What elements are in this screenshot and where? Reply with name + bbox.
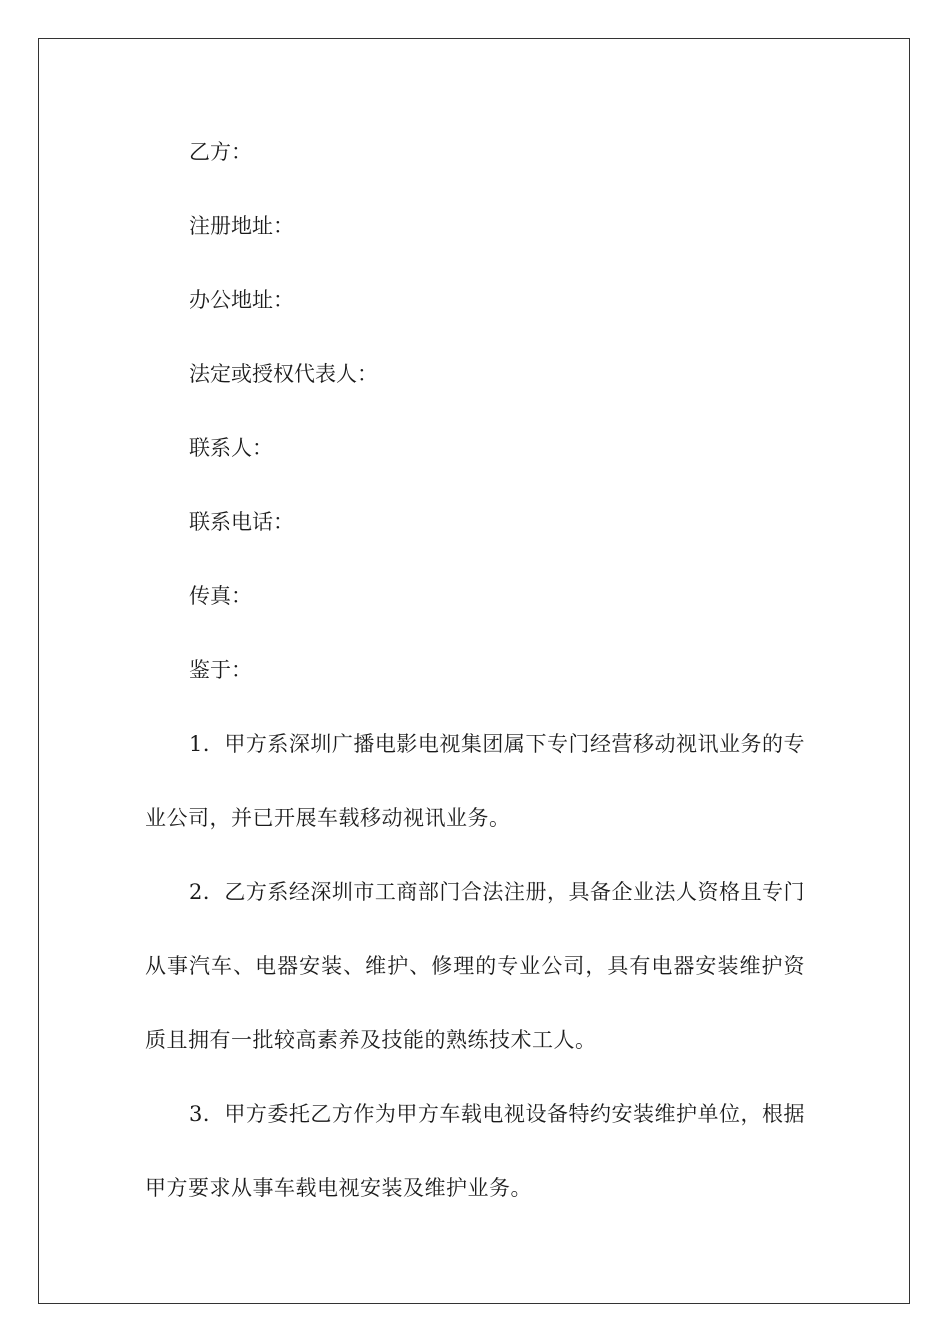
contact-phone-label: 联系电话： [189, 510, 294, 534]
contact-person-label: 联系人： [189, 436, 273, 460]
party-b-label: 乙方： [189, 140, 252, 164]
document-body [145, 130, 805, 1225]
clause-1-paragraph: 1．甲方系深圳广播电影电视集团属下专门经营移动视讯业务的专业公司，并已开展车载移动视讯业务。 [145, 732, 805, 830]
clause-3-paragraph: 3．甲方委托乙方作为甲方车载电视设备特约安装维护单位，根据甲方要求从事车载电视安装及维护业务。 [145, 1102, 805, 1200]
whereas-label: 鉴于： [189, 658, 252, 682]
registered-address-label: 注册地址： [189, 214, 294, 238]
fax-label: 传真： [189, 584, 252, 608]
office-address-label: 办公地址： [189, 288, 294, 312]
legal-representative-label: 法定或授权代表人： [189, 362, 378, 386]
clause-2-paragraph: 2．乙方系经深圳市工商部门合法注册，具备企业法人资格且专门从事汽车、电器安装、维护、修理的专业公司，具有电器安装维护资质且拥有一批较高素养及技能的熟练技术工人。 [145, 880, 805, 1052]
